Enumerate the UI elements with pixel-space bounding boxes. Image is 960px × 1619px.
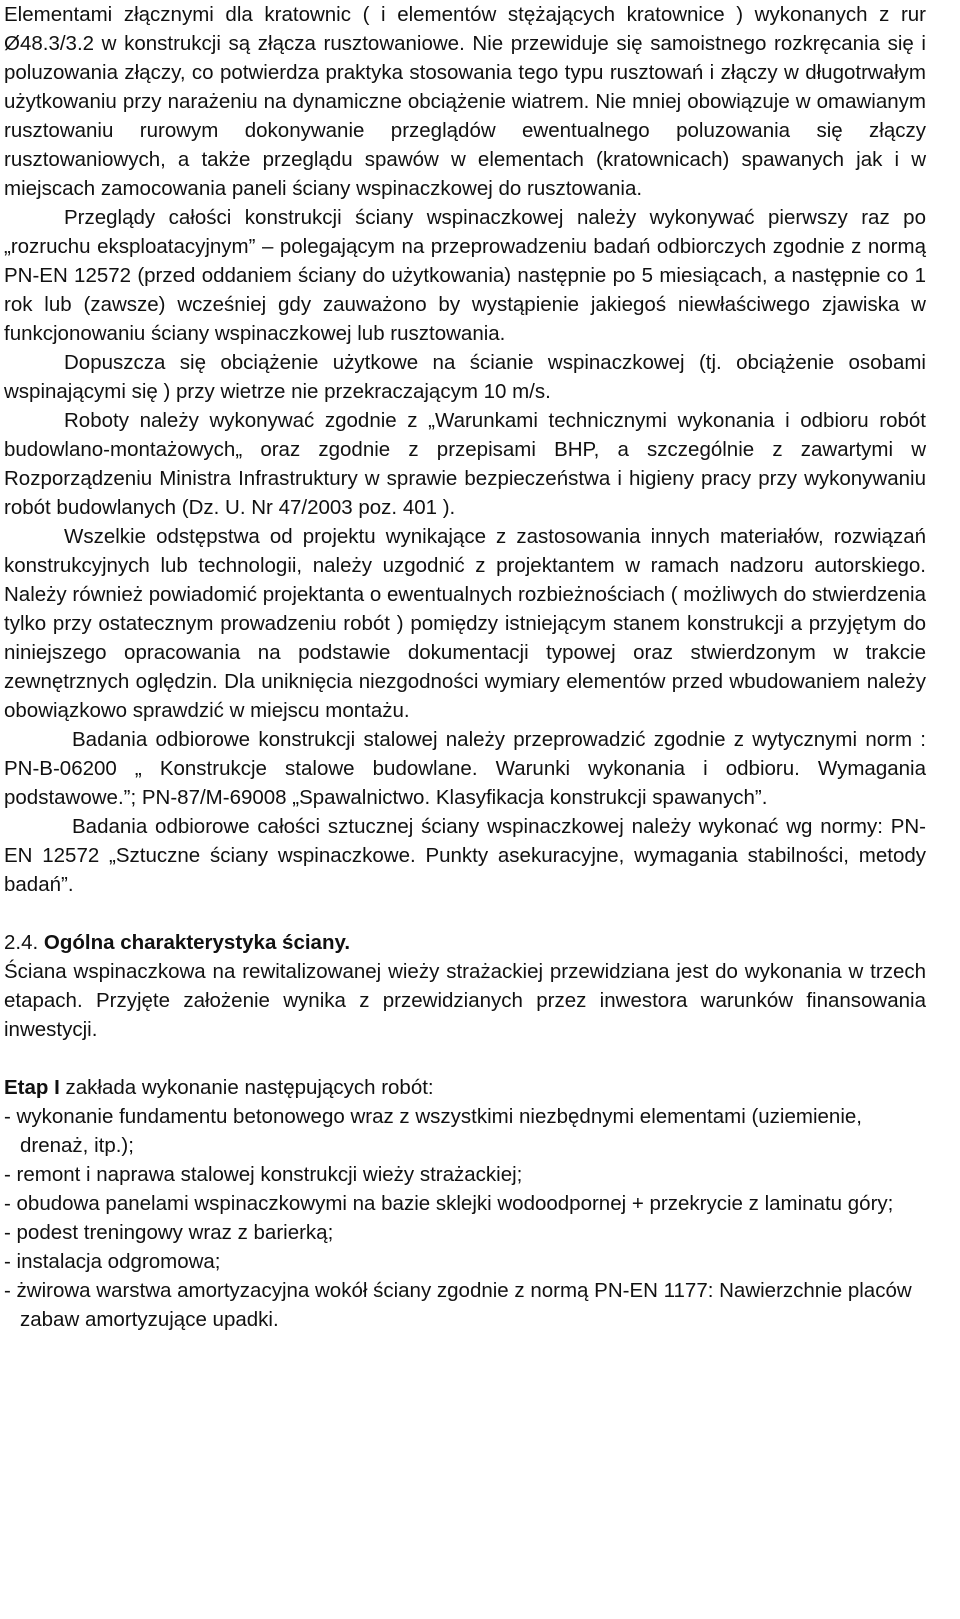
paragraph-works: Roboty należy wykonywać zgodnie z „Warunkami technicznymi wykonania i odbioru robót budowlano-montażowych„ oraz zgodnie z przepisami BHP, a szczególnie z zawartymi w Rozporządzeniu Ministra Infrastruktury w sprawie bezpieczeństwa i higieny pracy przy wykonywaniu robót budowlanych (Dz. U. Nr 47/2003 poz. 401 ). [4, 409, 926, 519]
section-body: Ściana wspinaczkowa na rewitalizowanej wieży strażackiej przewidziana jest do wykonania w trzech etapach. Przyjęte założenie wynika z przewidzianych przez inwestora warunków finansowania inwestycji. [4, 960, 926, 1041]
stage-label: Etap I [4, 1076, 60, 1099]
spacer [4, 899, 926, 928]
list-item: - wykonanie fundamentu betonowego wraz z wszystkimi niezbędnymi elementami (uziemienie, drenaż, itp.); [4, 1105, 862, 1157]
section-number: 2.4. [4, 931, 39, 954]
list-item: - żwirowa warstwa amortyzacyjna wokół ściany zgodnie z normą PN-EN 1177: Nawierzchnie placów zabaw amortyzujące upadki. [4, 1279, 912, 1331]
list-item: - instalacja odgromowa; [4, 1250, 221, 1273]
paragraph-inspections: Przeglądy całości konstrukcji ściany wspinaczkowej należy wykonywać pierwszy raz po „rozruchu eksploatacyjnym” – polegającym na przeprowadzeniu badań odbiorczych zgodnie z normą PN-EN 12572 (przed oddaniem ściany do użytkowania) następnie po 5 miesiącach, a następnie co 1 rok lub (zawsze) wcześniej gdy zauważono by wystąpienie jakiegoś niewłaściwego zjawiska w funkcjonowaniu ściany wspinaczkowej lub rusztowania. [4, 206, 926, 345]
paragraph-steel-research: Badania odbiorowe konstrukcji stalowej należy przeprowadzić zgodnie z wytycznymi norm : PN-B-06200 „ Konstrukcje stalowe budowlane. Warunki wykonania i odbioru. Wymagania podstawowe.”; PN-87/M-69008 „Spawalnictwo. Klasyfikacja konstrukcji spawanych”. [4, 728, 926, 809]
stage-intro-text: zakłada wykonanie następujących robót: [65, 1076, 434, 1099]
spacer [4, 1044, 926, 1073]
stage-intro [4, 1073, 926, 1102]
list-item: - podest treningowy wraz z barierką; [4, 1221, 334, 1244]
section-heading [4, 928, 926, 957]
stage-works-list [4, 1102, 926, 1334]
paragraph-joints: Elementami złącznymi dla kratownic ( i elementów stężających kratownice ) wykonanych z rur Ø48.3/3.2 w konstrukcji są złącza rusztowaniowe. Nie przewiduje się samoistnego rozkręcania się i poluzowania złączy, co potwierdza praktyka stosowania tego typu rusztowań i złączy w długotrwałym użytkowaniu przy narażeniu na dynamiczne obciążenie wiatrem. Nie mniej obowiązuje w omawianym rusztowaniu rurowym dokonywanie przeglądów ewentualnego poluzowania się złączy rusztowaniowych, a także przeglądu spawów w elementach (kratownicach) spawanych jak i w miejscach zamocowania paneli ściany wspinaczkowej do rusztowania. [4, 3, 926, 200]
paragraph-wall-research: Badania odbiorowe całości sztucznej ściany wspinaczkowej należy wykonać wg normy: PN-EN 12572 „Sztuczne ściany wspinaczkowe. Punkty asekuracyjne, wymagania stabilności, metody badań”. [4, 815, 926, 896]
list-item: - obudowa panelami wspinaczkowymi na bazie sklejki wodoodpornej + przekrycie z laminatu góry; [4, 1192, 894, 1215]
paragraph-load: Dopuszcza się obciążenie użytkowe na ścianie wspinaczkowej (tj. obciążenie osobami wspinającymi się ) przy wietrze nie przekraczającym 10 m/s. [4, 351, 926, 403]
paragraph-deviations: Wszelkie odstępstwa od projektu wynikające z zastosowania innych materiałów, rozwiązań konstrukcyjnych lub technologii, należy uzgodnić z projektantem w ramach nadzoru autorskiego. Należy również powiadomić projektanta o ewentualnych rozbieżnościach ( możliwych do stwierdzenia tylko przy ostatecznym prowadzeniu robót ) pomiędzy istniejącym stanem konstrukcji a przyjętym do niniejszego opracowania na podstawie dokumentacji typowej oraz stwierdzonym w trakcie zewnętrznych oględzin. Dla uniknięcia niezgodności wymiary elementów przed wbudowaniem należy obowiązkowo sprawdzić w miejscu montażu. [4, 525, 926, 722]
document-page [4, 0, 926, 1334]
list-item: - remont i naprawa stalowej konstrukcji wieży strażackiej; [4, 1163, 523, 1186]
section-title: Ogólna charakterystyka ściany. [43, 931, 351, 954]
